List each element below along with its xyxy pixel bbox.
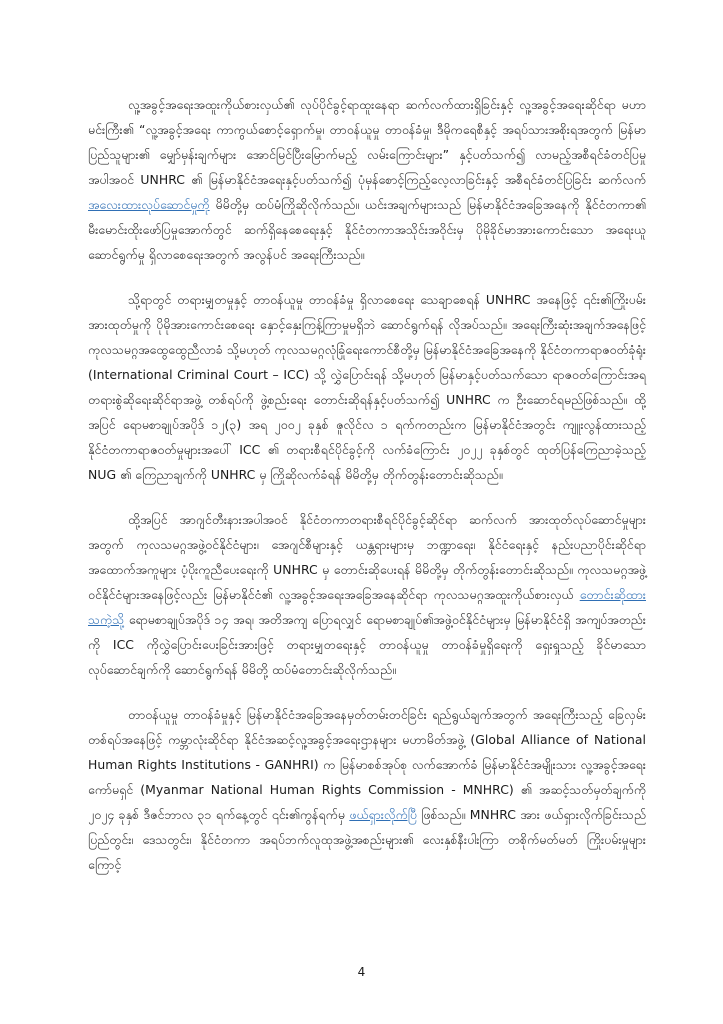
hyperlink[interactable]: အလေးထားလုပ်ဆောင်မှုကို <box>88 197 210 212</box>
hyperlink[interactable]: တောင်းဆိုထားသကဲ့သို့ <box>88 587 646 627</box>
paragraph-3 <box>88 507 646 682</box>
paragraph-1 <box>88 92 646 267</box>
paragraph-text: ထို့အပြင် အာဂျင်တီးနားအပါအဝင် နိုင်ငံတကာတရားစီရင်ပိုင်ခွင့်ဆိုင်ရာ ဆက်လက် အားထုတ်လုပ်ဆောင်မှုများအတွက် ကုလသမဂ္ဂအဖွဲ့ဝင်နိုင်ငံများ၊ အေဂျင်စီများနှင့် ယန္တရားများမှ ဘဏ္ဍာရေး၊ နိုင်ငံရေးနှင့် နည်းပညာပိုင်းဆိုင်ရာ အထောက်အကူများ ပံ့ပိုးကူညီပေးရေးကို UNHRC မှ တောင်းဆိုပေးရန် မိမိတို့မှ တိုက်တွန်းတောင်းဆိုသည်။ ကုလသမဂ္ဂအဖွဲ့ဝင်နိုင်ငံများအနေဖြင့်လည်း မြန်မာနိုင်ငံ၏ လူ့အခွင့်အရေးအခြေအနေဆိုင်ရာ ကုလသမဂ္ဂအထူးကိုယ်စားလှယ် <box>88 512 646 602</box>
paragraph-text: မိမိတို့မှ ထပ်မံကြိုဆိုလိုက်သည်။ ယင်းအချက်များသည် မြန်မာနိုင်ငံအခြေအနေကို နိုင်ငံတကာ၏ မီးမောင်းထိုးဖော်ပြမှုအောက်တွင် ဆက်ရှိနေစေရေးနှင့် နိုင်ငံတကာအသိုင်းအဝိုင်းမှ ပိုမိုခိုင်မာအားကောင်းသော အရေးယူဆောင်ရွက်မှု ရှိလာစေရေးအတွက် အလွန်ပင် အရေးကြီးသည်။ <box>88 197 646 262</box>
document-body <box>88 92 646 897</box>
page-number: 4 <box>357 965 366 979</box>
paragraph-text: ဖြစ်သည်။ MNHRC အား ဖယ်ရှားလိုက်ခြင်းသည် ပြည်တွင်း၊ ဒေသတွင်း၊ နိုင်ငံတကာ အရပ်ဘက်လူထုအဖွဲ့အစည်းများ၏ လေးနှစ်နီးပါးကြာ တစိုက်မတ်မတ် ကြိုးပမ်းမှုများကြောင့် <box>88 807 646 872</box>
paragraph-text: တာဝန်ယူမှု တာဝန်ခံမှုနှင့် မြန်မာနိုင်ငံအခြေအနေမှတ်တမ်းတင်ခြင်း ရည်ရွယ်ချက်အတွက် အရေးကြီးသည့် ခြေလှမ်းတစ်ရပ်အနေဖြင့် ကမ္ဘာလုံးဆိုင်ရာ နိုင်ငံအဆင့်လူ့အခွင့်အရေးဌာနများ မဟာမိတ်အဖွဲ့ (Global Alliance of National Human Rights Institutions - GANHRI) က မြန်မာစစ်အုပ်စု လက်အောက်ခံ မြန်မာနိုင်ငံအမျိုးသား လူ့အခွင့်အရေးကော်မရှင် (Myanmar National Human Rights Commission - MNHRC) ၏ အဆင့်သတ်မှတ်ချက်ကို ၂၀၂၄ ခုနှစ် ဒီဇင်ဘာလ ၃၁ ရက်နေ့တွင် ၎င်း၏ကွန်ရက်မှ <box>88 707 646 822</box>
hyperlink[interactable]: ဖယ်ရှားလိုက်ပြီ <box>349 807 417 822</box>
paragraph-text: သို့ရာတွင် တရားမျှတမှုနှင့် တာဝန်ယူမှု တာဝန်ခံမှု ရှိလာစေရေး သေချာစေရန် UNHRC အနေဖြင့် ၎င်း၏ကြိုးပမ်းအားထုတ်မှုကို ပိုမိုအားကောင်းစေရေး နှောင့်နှေးကြန့်ကြာမှုမရှိဘဲ ဆောင်ရွက်ရန် လိုအပ်သည်။ အရေးကြီးဆုံးအချက်အနေဖြင့် ကုလသမဂ္ဂအထွေထွေညီလာခံ သို့မဟုတ် ကုလသမဂ္ဂလုံခြုံရေးကောင်စီတို့မှ မြန်မာနိုင်ငံအခြေအနေကို နိုင်ငံတကာရာဇဝတ်ခုံရုံး (International Criminal Court – ICC) သို့ လွှဲပြောင်းရန် သို့မဟုတ် မြန်မာနှင့်ပတ်သက်သော ရာဇဝတ်ကြောင်းအရ တရားစွဲဆိုရေးဆိုင်ရာအဖွဲ့ တစ်ရပ်ကို ဖွဲ့စည်းရေး တောင်းဆိုရန်နှင့်ပတ်သက်၍ UNHRC က ဦးဆောင်ရမည်ဖြစ်သည်။ ထို့အပြင် ရောမစာချုပ်အပိုဒ် ၁၂(၃) အရ ၂၀၀၂ ခုနှစ် ဇူလိုင်လ ၁ ရက်ကတည်းက မြန်မာနိုင်ငံအတွင်း ကျူးလွန်ထားသည့် နိုင်ငံတကာရာဇဝတ်မှုများအပေါ် ICC ၏ တရားစီရင်ပိုင်ခွင့်ကို လက်ခံကြောင်း ၂၀၂၂ ခုနှစ်တွင် ထုတ်ပြန်ကြေညာခဲ့သည့် NUG ၏ ကြေညာချက်ကို UNHRC မှ ကြိုဆိုလက်ခံရန် မိမိတို့မှ တိုက်တွန်းတောင်းဆိုသည်။ <box>88 292 646 482</box>
paragraph-2 <box>88 287 646 487</box>
paragraph-text: လူ့အခွင့်အရေးအထူးကိုယ်စားလှယ်၏ လုပ်ပိုင်ခွင့်ရာထူးနေရာ ဆက်လက်ထားရှိခြင်းနှင့် လူ့အခွင့်အရေးဆိုင်ရာ မဟာမင်းကြီး၏ “လူ့အခွင့်အရေး ကာကွယ်စောင့်ရှောက်မှု၊ တာဝန်ယူမှု တာဝန်ခံမှု၊ ဒီမိုကရေစီနှင့် အရပ်သားအစိုးရအတွက် မြန်မာပြည်သူများ၏ မျှော်မှန်းချက်များ အောင်မြင်ပြီးမြောက်မည့် လမ်းကြောင်းများ” နှင့်ပတ်သက်၍ လာမည့်အစီရင်ခံတင်ပြမှု အပါအဝင် UNHRC ၏ မြန်မာနိုင်ငံအရေးနှင့်ပတ်သက်၍ ပုံမှန်စောင့်ကြည့်လေ့လာခြင်းနှင့် အစီရင်ခံတင်ပြခြင်း ဆက်လက် <box>88 97 646 187</box>
paragraph-text: ရောမစာချုပ်အပိုဒ် ၁၄ အရ၊ အတိအကျ ပြောရလျှင် ရောမစာချုပ်၏အဖွဲ့ဝင်နိုင်ငံများမှ မြန်မာနိုင်ငံရှိ အကျပ်အတည်းကို ICC ကိုလွှဲပြောင်းပေးခြင်းအားဖြင့် တရားမျှတရေးနှင့် တာဝန်ယူမှု တာဝန်ခံမှုရှိရေးကို ရှေးရှုသည့် ခိုင်မာသောလုပ်ဆောင်ချက်ကို ဆောင်ရွက်ရန် မိမိတို့ ထပ်မံတောင်းဆိုလိုက်သည်။ <box>88 612 646 677</box>
paragraph-4 <box>88 702 646 877</box>
